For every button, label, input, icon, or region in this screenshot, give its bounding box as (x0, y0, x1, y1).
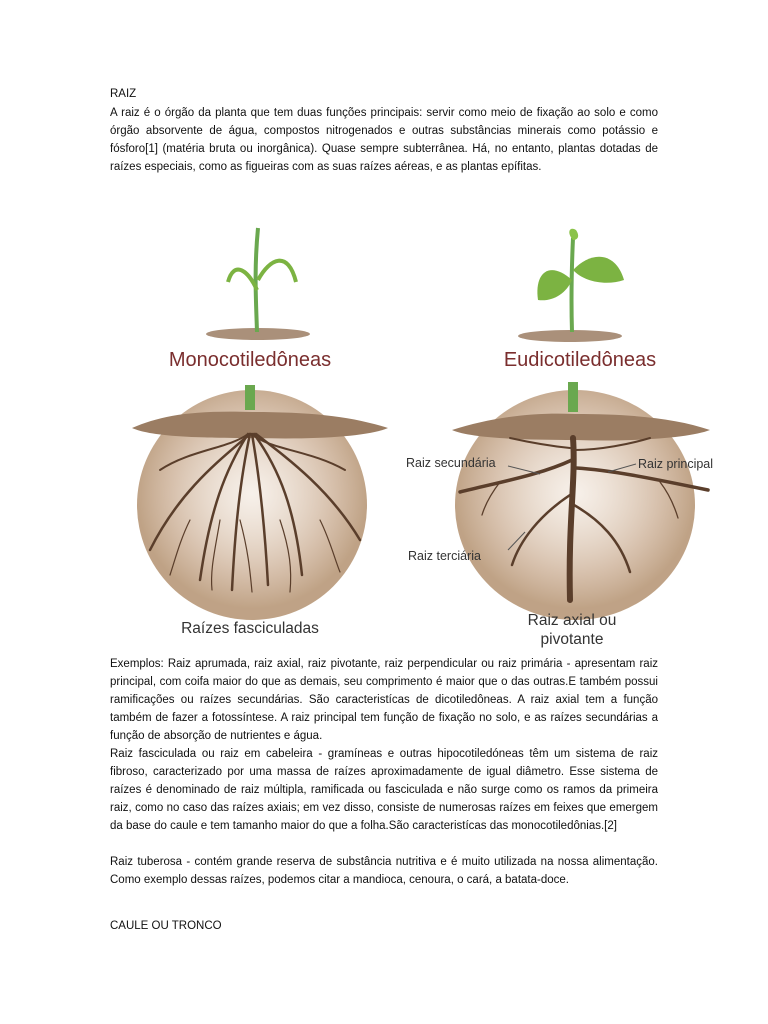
fibrous-root-system (132, 385, 388, 620)
caption-axial-line2: pivotante (540, 631, 604, 648)
label-raiz-principal: Raiz principal (638, 457, 714, 471)
eudicot-leaf-right (573, 257, 624, 283)
monocot-leaf-left (228, 270, 257, 290)
monocot-leaf-right (258, 261, 296, 282)
monocot-stem (256, 228, 258, 332)
eudicot-leaf-left (537, 270, 572, 300)
title-eudicot: Eudicotiledôneas (503, 349, 657, 371)
heading-raiz: RAIZ (110, 88, 137, 100)
title-monocot: Monocotiledôneas (168, 349, 332, 371)
caption-fasciculadas: Raízes fasciculadas (181, 620, 319, 637)
taproot-system (452, 382, 710, 620)
root-types-figure (130, 220, 750, 650)
fasciculada-paragraph: Raiz fasciculada ou raiz em cabeleira - gramíneas e outras hipocotiledóneas têm um sistema de raiz fibroso, caracterizado por uma massa de raízes aproximadamente de igual diâmetro. Esse sistema de raízes é denominado de raiz múltipla, ramificada ou fasciculada e não surge como os ramos da primeira raiz, como no caso das raízes axiais; em vez disso, consiste de numerosas raízes em feixes que emergem da base do caule e tem tamanho maior do que a folha.São caracteristícas das monocotiledônias.[2] (110, 748, 658, 832)
soil-layer-left (132, 412, 388, 439)
label-raiz-terciaria: Raiz terciária (408, 549, 481, 563)
heading-caule: CAULE OU TRONCO (110, 920, 222, 932)
eudicot-seedling (518, 229, 624, 342)
intro-paragraph: A raiz é o órgão da planta que tem duas funções principais: servir como meio de fixação ao solo e como órgão absorvente de água, compostos nitrogenados e outras substâncias minerais como potássio e fósforo[1] (matéria bruta ou inorgânica). Quase sempre subterrânea. Há, no entanto, plantas dotadas de raízes especiais, como as figueiras com as suas raízes aéreas, e as plantas epífitas. (110, 107, 658, 173)
caption-axial-line1: Raiz axial ou (527, 612, 617, 629)
eudicot-bud (569, 229, 578, 240)
eudicot-stem (572, 238, 573, 332)
monocot-seedling (206, 228, 310, 340)
root-illustration (130, 220, 750, 650)
label-raiz-secundaria: Raiz secundária (406, 456, 496, 470)
examples-paragraph: Exemplos: Raiz aprumada, raiz axial, raiz pivotante, raiz perpendicular ou raiz primária - apresentam raiz principal, com coifa maior do que as demais, seu comprimento é maior que o das outras.E também possui ramificações ou raízes secundárias. São caracteristícas de dicotiledôneas. A raiz axial tem a função também de fazer a fotossíntese. A raiz principal tem função de fixação no solo, e as raízes secundárias a função de absorção de nutrientes e água. (110, 658, 658, 742)
soil-layer-right (452, 414, 710, 441)
tuberosa-paragraph: Raiz tuberosa - contém grande reserva de substância nutritiva e é muito utilizada na nossa alimentação. Como exemplo dessas raízes, podemos citar a mandioca, cenoura, o cará, a batata-doce. (110, 856, 658, 886)
